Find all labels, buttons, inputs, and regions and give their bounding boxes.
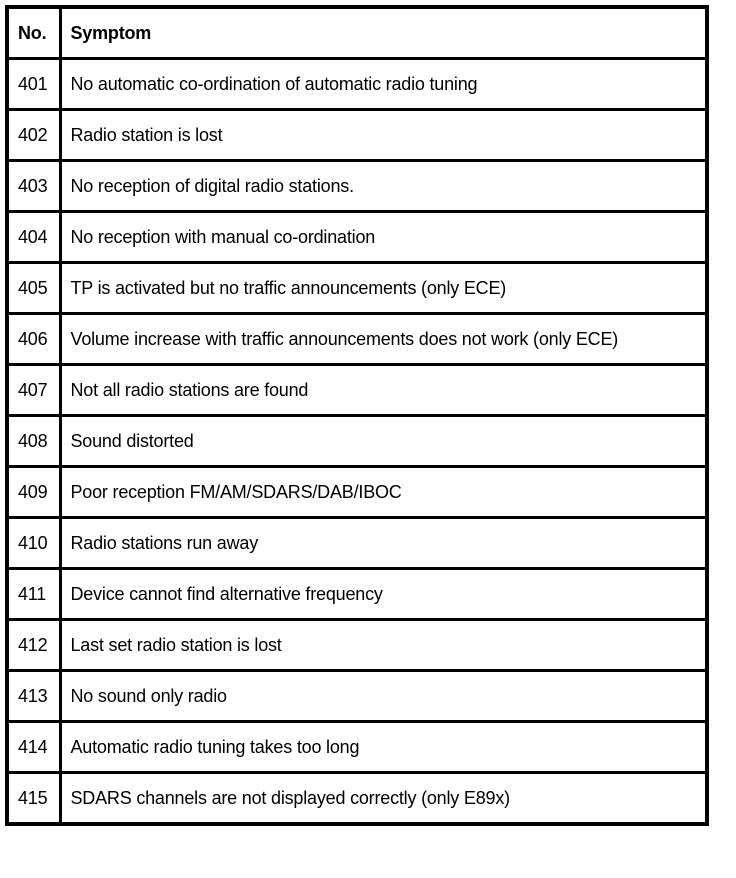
row-symptom: Radio stations run away <box>60 518 707 569</box>
table-row <box>7 110 707 161</box>
row-number: 402 <box>7 110 60 161</box>
row-number: 403 <box>7 161 60 212</box>
table-row <box>7 518 707 569</box>
row-number: 407 <box>7 365 60 416</box>
table-row <box>7 416 707 467</box>
table-row <box>7 569 707 620</box>
row-number: 411 <box>7 569 60 620</box>
table-row <box>7 722 707 773</box>
row-symptom: Volume increase with traffic announcements does not work (only ECE) <box>60 314 707 365</box>
table-row <box>7 161 707 212</box>
table-header-row <box>7 7 707 59</box>
symptom-table <box>5 5 709 826</box>
column-header-symptom: Symptom <box>60 7 707 59</box>
row-symptom: Poor reception FM/AM/SDARS/DAB/IBOC <box>60 467 707 518</box>
row-number: 408 <box>7 416 60 467</box>
row-number: 413 <box>7 671 60 722</box>
row-symptom: TP is activated but no traffic announcements (only ECE) <box>60 263 707 314</box>
row-symptom: No sound only radio <box>60 671 707 722</box>
row-symptom: No reception with manual co-ordination <box>60 212 707 263</box>
row-symptom: Sound distorted <box>60 416 707 467</box>
row-number: 414 <box>7 722 60 773</box>
row-symptom: Not all radio stations are found <box>60 365 707 416</box>
row-number: 409 <box>7 467 60 518</box>
row-number: 412 <box>7 620 60 671</box>
table-row <box>7 773 707 825</box>
row-symptom: Device cannot find alternative frequency <box>60 569 707 620</box>
table-row <box>7 314 707 365</box>
column-header-no: No. <box>7 7 60 59</box>
row-number: 405 <box>7 263 60 314</box>
table-row <box>7 365 707 416</box>
row-symptom: Radio station is lost <box>60 110 707 161</box>
row-number: 401 <box>7 59 60 110</box>
row-number: 406 <box>7 314 60 365</box>
row-symptom: No reception of digital radio stations. <box>60 161 707 212</box>
table-row <box>7 467 707 518</box>
table-row <box>7 212 707 263</box>
table-row <box>7 59 707 110</box>
row-symptom: Last set radio station is lost <box>60 620 707 671</box>
row-number: 415 <box>7 773 60 825</box>
row-number: 410 <box>7 518 60 569</box>
table-row <box>7 263 707 314</box>
row-symptom: No automatic co-ordination of automatic radio tuning <box>60 59 707 110</box>
table-row <box>7 620 707 671</box>
row-symptom: SDARS channels are not displayed correctly (only E89x) <box>60 773 707 825</box>
row-symptom: Automatic radio tuning takes too long <box>60 722 707 773</box>
row-number: 404 <box>7 212 60 263</box>
table-row <box>7 671 707 722</box>
